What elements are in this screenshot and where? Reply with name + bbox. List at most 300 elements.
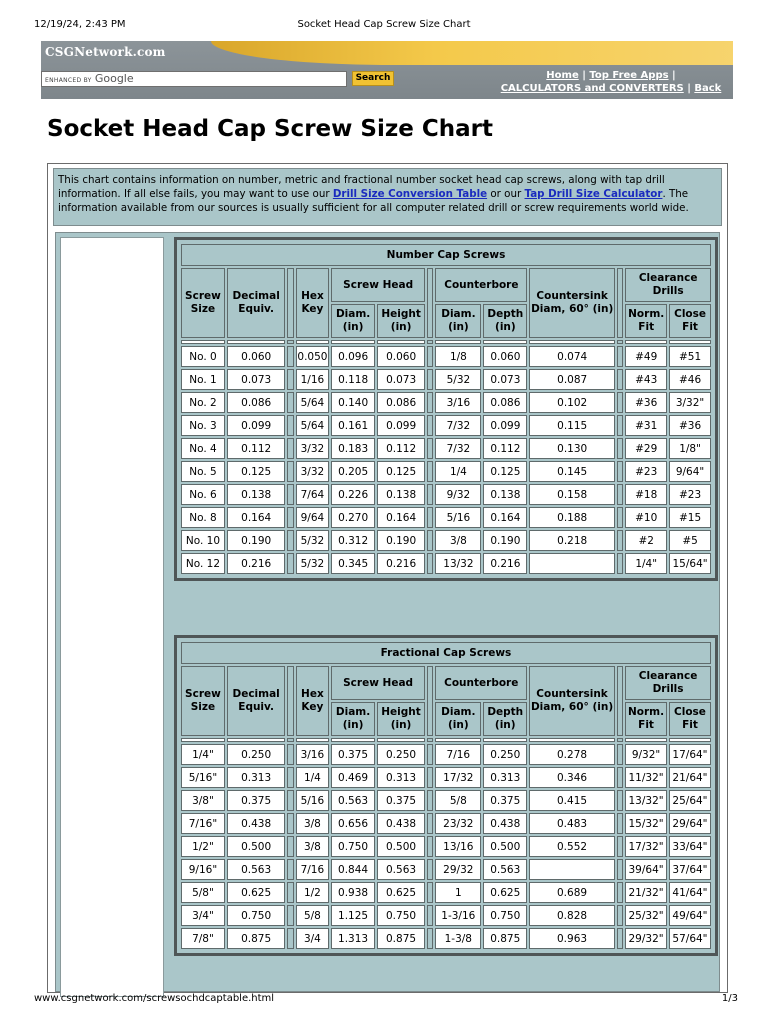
table-cell: 1/4 (435, 461, 481, 482)
table-cell: 13/16 (435, 836, 481, 857)
cap-screw-table (179, 242, 713, 576)
table-cell: 1/4" (625, 553, 667, 574)
column-separator (427, 813, 433, 834)
table-cell: 0.313 (227, 767, 286, 788)
column-separator (427, 461, 433, 482)
table-cell: 3/32" (669, 392, 711, 413)
table-cell: 0.438 (377, 813, 425, 834)
table-cell: 15/64" (669, 553, 711, 574)
table-cell: 0.060 (377, 346, 425, 367)
table-cell: 9/64 (296, 507, 329, 528)
column-separator (617, 553, 623, 574)
column-separator (287, 882, 293, 903)
column-separator (427, 553, 433, 574)
table-cell: 0.270 (331, 507, 375, 528)
banner-decoration (211, 41, 733, 65)
table-cell: 3/4" (181, 905, 225, 926)
table-cell: 0.346 (529, 767, 615, 788)
spacer-cell (227, 738, 286, 742)
table-cell: No. 8 (181, 507, 225, 528)
spacer-cell (435, 340, 481, 344)
table-cell: 5/64 (296, 415, 329, 436)
table-cell: 3/32 (296, 438, 329, 459)
column-separator (287, 666, 293, 736)
spacer-cell (377, 738, 425, 742)
column-separator (427, 415, 433, 436)
table-cell: 0.118 (331, 369, 375, 390)
spacer-cell (331, 738, 375, 742)
table-cell: No. 12 (181, 553, 225, 574)
header-head-height: Height (in) (377, 702, 425, 736)
table-cell: 41/64" (669, 882, 711, 903)
column-separator (617, 392, 623, 413)
table-cell: #18 (625, 484, 667, 505)
table-row (181, 744, 711, 765)
table-cell: 33/64" (669, 836, 711, 857)
table-cell: 3/8 (296, 813, 329, 834)
table-cell: 0.140 (331, 392, 375, 413)
table-row (181, 392, 711, 413)
table-cell: 5/32 (435, 369, 481, 390)
table-cell: 21/64" (669, 767, 711, 788)
table-cell: 0.161 (331, 415, 375, 436)
table-cell: 29/64" (669, 813, 711, 834)
table-title: Number Cap Screws (181, 244, 711, 266)
table-cell (529, 859, 615, 880)
table-cell: 0.875 (483, 928, 527, 949)
tap-drill-calculator-link[interactable]: Tap Drill Size Calculator (524, 188, 663, 200)
table-row (181, 882, 711, 903)
table-cell: 1.125 (331, 905, 375, 926)
calculators-link[interactable]: CALCULATORS and CONVERTERS (500, 83, 684, 94)
spacer-cell (529, 738, 615, 742)
table-cell: 0.375 (227, 790, 286, 811)
table-cell: 0.099 (377, 415, 425, 436)
column-separator (427, 392, 433, 413)
table-row (181, 415, 711, 436)
table-cell: 5/8 (296, 905, 329, 926)
print-doc-title: Socket Head Cap Screw Size Chart (297, 19, 471, 30)
column-separator (617, 346, 623, 367)
spacer-cell (296, 738, 329, 742)
table-cell: 0.563 (331, 790, 375, 811)
header-hex-key: Hex Key (296, 666, 329, 736)
table-cell: 0.250 (227, 744, 286, 765)
header-screw-size: Screw Size (181, 268, 225, 338)
table-cell: 1/4 (296, 767, 329, 788)
tables-container (55, 232, 720, 992)
column-separator (287, 790, 293, 811)
column-separator (287, 346, 293, 367)
table-cell: 0.102 (529, 392, 615, 413)
table-cell: No. 4 (181, 438, 225, 459)
column-separator (287, 530, 293, 551)
table-cell: 0.125 (483, 461, 527, 482)
table-cell: 9/16" (181, 859, 225, 880)
search-enhanced-label: ENHANCED BY (45, 77, 92, 84)
table-title: Fractional Cap Screws (181, 642, 711, 664)
drill-size-conversion-link[interactable]: Drill Size Conversion Table (332, 188, 488, 200)
column-separator (617, 767, 623, 788)
column-separator (287, 461, 293, 482)
table-cell: 17/64" (669, 744, 711, 765)
table-cell: 0.190 (377, 530, 425, 551)
column-separator (287, 553, 293, 574)
spacer-cell (377, 340, 425, 344)
table-cell: 5/8 (435, 790, 481, 811)
header-norm-fit: Norm. Fit (625, 702, 667, 736)
table-cell: 0.205 (331, 461, 375, 482)
table-cell: 0.164 (483, 507, 527, 528)
column-separator (617, 438, 623, 459)
table-cell: No. 1 (181, 369, 225, 390)
table-cell: 0.125 (227, 461, 286, 482)
table-cell: #15 (669, 507, 711, 528)
table-cell: 49/64" (669, 905, 711, 926)
header-close-fit: Close Fit (669, 702, 711, 736)
table-cell: #23 (669, 484, 711, 505)
table-cell: #49 (625, 346, 667, 367)
cap-screw-table (179, 640, 713, 951)
table-cell: 9/64" (669, 461, 711, 482)
table-cell: 0.500 (377, 836, 425, 857)
table-cell: 0.050 (296, 346, 329, 367)
column-separator (287, 859, 293, 880)
table-cell: 7/64 (296, 484, 329, 505)
column-separator (427, 369, 433, 390)
column-separator (617, 813, 623, 834)
spacer-cell (617, 340, 623, 344)
table-cell: 0.750 (331, 836, 375, 857)
table-cell: 25/64" (669, 790, 711, 811)
search-button[interactable]: Search (352, 71, 394, 86)
table-cell: 9/32 (435, 484, 481, 505)
content-frame (47, 163, 728, 993)
nav-links: Home | Top Free Apps | CALCULATORS and CONVERTERS | Back (500, 70, 722, 94)
column-separator (287, 813, 293, 834)
top-free-apps-link[interactable]: Top Free Apps (589, 70, 669, 81)
spacer-cell (427, 340, 433, 344)
table-cell: 5/32 (296, 553, 329, 574)
column-separator (617, 905, 623, 926)
print-page-number: 1/3 (721, 993, 738, 1004)
table-cell: 7/8" (181, 928, 225, 949)
table-cell: 0.216 (227, 553, 286, 574)
print-footer (0, 993, 768, 1007)
header-screw-head: Screw Head (331, 666, 425, 700)
table-cell: 1/2" (181, 836, 225, 857)
table-cell: No. 10 (181, 530, 225, 551)
table-cell: #46 (669, 369, 711, 390)
table-cell: 0.190 (227, 530, 286, 551)
table-cell: 1/4" (181, 744, 225, 765)
header-screw-head: Screw Head (331, 268, 425, 302)
column-separator (427, 790, 433, 811)
table-cell: 0.188 (529, 507, 615, 528)
table-cell: 0.375 (483, 790, 527, 811)
table-cell: 25/32" (625, 905, 667, 926)
table-cell: 0.415 (529, 790, 615, 811)
table-cell: 0.469 (331, 767, 375, 788)
table-cell: 0.073 (483, 369, 527, 390)
table-cell: 3/8" (181, 790, 225, 811)
column-separator (427, 928, 433, 949)
column-separator (287, 507, 293, 528)
spacer-cell (483, 738, 527, 742)
table-cell: 0.087 (529, 369, 615, 390)
spacer-cell (296, 340, 329, 344)
column-separator (617, 790, 623, 811)
table-row (181, 507, 711, 528)
table-row (181, 813, 711, 834)
column-separator (617, 461, 623, 482)
column-separator (287, 392, 293, 413)
table-cell: 0.138 (483, 484, 527, 505)
table-cell: #29 (625, 438, 667, 459)
site-logo[interactable]: CSGNetwork.com (45, 45, 166, 59)
spacer-cell (529, 340, 615, 344)
table-cell: 0.312 (331, 530, 375, 551)
table-cell: 3/32 (296, 461, 329, 482)
table-cell: 3/16 (296, 744, 329, 765)
table-cell: #2 (625, 530, 667, 551)
table-cell: 13/32" (625, 790, 667, 811)
google-logo: Google (94, 72, 134, 85)
header-head-height: Height (in) (377, 304, 425, 338)
table-cell: No. 0 (181, 346, 225, 367)
table-cell: #10 (625, 507, 667, 528)
column-separator (427, 438, 433, 459)
column-separator (617, 530, 623, 551)
back-link[interactable]: Back (694, 83, 722, 94)
header-countersink: Countersink Diam, 60° (in) (529, 666, 615, 736)
column-separator (617, 882, 623, 903)
table-cell: 0.438 (227, 813, 286, 834)
table-cell: 0.138 (377, 484, 425, 505)
page-title: Socket Head Cap Screw Size Chart (47, 116, 493, 142)
table-cell: 3/4 (296, 928, 329, 949)
header-decimal-equiv: Decimal Equiv. (227, 666, 286, 736)
table-row (181, 461, 711, 482)
table-cell: 0.164 (377, 507, 425, 528)
table-cell: 0.099 (227, 415, 286, 436)
column-separator (427, 767, 433, 788)
table-row (181, 530, 711, 551)
column-separator (427, 268, 433, 338)
table-cell: 0.875 (377, 928, 425, 949)
table-cell: 17/32 (435, 767, 481, 788)
table-cell: 1 (435, 882, 481, 903)
table-cell: #31 (625, 415, 667, 436)
table-cell: 0.313 (483, 767, 527, 788)
spacer-cell (181, 738, 225, 742)
column-separator (287, 836, 293, 857)
table-cell: 23/32 (435, 813, 481, 834)
spacer-cell (227, 340, 286, 344)
column-separator (427, 346, 433, 367)
header-screw-size: Screw Size (181, 666, 225, 736)
header-close-fit: Close Fit (669, 304, 711, 338)
column-separator (617, 744, 623, 765)
table-cell: 0.250 (483, 744, 527, 765)
table-row (181, 928, 711, 949)
table-cell: No. 6 (181, 484, 225, 505)
column-separator (427, 905, 433, 926)
table-cell: 0.216 (377, 553, 425, 574)
column-separator (427, 836, 433, 857)
table-cell: 0.625 (377, 882, 425, 903)
print-url: www.csgnetwork.com/screwsochdcaptable.html (34, 993, 275, 1004)
intro-text (53, 168, 722, 226)
header-counterbore-diam: Diam. (in) (435, 702, 481, 736)
table-cell: 0.112 (483, 438, 527, 459)
table-cell: 9/32" (625, 744, 667, 765)
table-cell: 0.345 (331, 553, 375, 574)
table-cell: 0.500 (483, 836, 527, 857)
number-cap-screws-table (174, 237, 718, 581)
table-cell: 0.563 (227, 859, 286, 880)
table-cell: #5 (669, 530, 711, 551)
spacer-cell (669, 738, 711, 742)
print-datetime: 12/19/24, 2:43 PM (34, 19, 126, 30)
table-cell: 0.130 (529, 438, 615, 459)
column-separator (617, 415, 623, 436)
spacer-cell (625, 738, 667, 742)
table-cell: 0.158 (529, 484, 615, 505)
header-counterbore: Counterbore (435, 268, 527, 302)
table-cell: 0.164 (227, 507, 286, 528)
table-cell: 0.963 (529, 928, 615, 949)
table-cell: 39/64" (625, 859, 667, 880)
table-cell: 11/32" (625, 767, 667, 788)
table-cell: 1/8 (435, 346, 481, 367)
column-separator (287, 767, 293, 788)
column-separator (287, 928, 293, 949)
column-separator (617, 666, 623, 736)
table-cell: 1-3/16 (435, 905, 481, 926)
table-cell: 0.183 (331, 438, 375, 459)
header-decimal-equiv: Decimal Equiv. (227, 268, 286, 338)
table-cell: 1.313 (331, 928, 375, 949)
home-link[interactable]: Home (546, 70, 579, 81)
table-cell: 0.563 (483, 859, 527, 880)
header-counterbore-diam: Diam. (in) (435, 304, 481, 338)
spacer-cell (625, 340, 667, 344)
table-cell: 0.073 (377, 369, 425, 390)
table-cell: 7/16 (296, 859, 329, 880)
table-cell: 5/16 (296, 790, 329, 811)
table-cell: 5/16" (181, 767, 225, 788)
table-row (181, 553, 711, 574)
table-cell: 3/8 (435, 530, 481, 551)
intro-text-part: or our (487, 188, 525, 200)
spacer-cell (617, 738, 623, 742)
column-separator (617, 836, 623, 857)
column-separator (617, 268, 623, 338)
table-cell: 0.216 (483, 553, 527, 574)
table-row (181, 836, 711, 857)
spacer-cell (669, 340, 711, 344)
table-cell: 7/16 (435, 744, 481, 765)
table-cell: 0.218 (529, 530, 615, 551)
column-separator (427, 507, 433, 528)
column-separator (287, 268, 293, 338)
table-cell: 0.096 (331, 346, 375, 367)
table-cell: 0.250 (377, 744, 425, 765)
fractional-cap-screws-table (174, 635, 718, 956)
table-cell: 0.500 (227, 836, 286, 857)
table-cell (529, 553, 615, 574)
table-cell: #36 (625, 392, 667, 413)
table-cell: 0.750 (377, 905, 425, 926)
table-cell: 15/32" (625, 813, 667, 834)
table-cell: 0.099 (483, 415, 527, 436)
table-cell: 0.563 (377, 859, 425, 880)
table-cell: 0.875 (227, 928, 286, 949)
table-cell: 0.375 (377, 790, 425, 811)
column-separator (287, 415, 293, 436)
left-column (60, 237, 164, 997)
table-cell: 0.125 (377, 461, 425, 482)
table-cell: 5/8" (181, 882, 225, 903)
table-cell: #23 (625, 461, 667, 482)
table-cell: 1/16 (296, 369, 329, 390)
table-cell: No. 3 (181, 415, 225, 436)
table-cell: 0.086 (227, 392, 286, 413)
header-countersink: Countersink Diam, 60° (in) (529, 268, 615, 338)
table-cell: 29/32 (435, 859, 481, 880)
header-counterbore-depth: Depth (in) (483, 702, 527, 736)
table-row (181, 346, 711, 367)
table-cell: 0.086 (483, 392, 527, 413)
table-cell: 0.112 (377, 438, 425, 459)
spacer-cell (427, 738, 433, 742)
table-cell: 0.828 (529, 905, 615, 926)
table-cell: 0.938 (331, 882, 375, 903)
table-row (181, 905, 711, 926)
column-separator (617, 484, 623, 505)
table-cell: No. 2 (181, 392, 225, 413)
column-separator (427, 666, 433, 736)
spacer-cell (331, 340, 375, 344)
table-cell: 0.226 (331, 484, 375, 505)
print-header (0, 19, 768, 33)
column-separator (287, 484, 293, 505)
table-cell: 0.190 (483, 530, 527, 551)
table-row (181, 369, 711, 390)
table-cell: 0.074 (529, 346, 615, 367)
table-cell: 0.060 (483, 346, 527, 367)
table-row (181, 859, 711, 880)
column-separator (287, 744, 293, 765)
header-head-diam: Diam. (in) (331, 304, 375, 338)
header-clearance-drills: Clearance Drills (625, 268, 711, 302)
site-banner (41, 41, 733, 99)
table-cell: 7/32 (435, 415, 481, 436)
header-norm-fit: Norm. Fit (625, 304, 667, 338)
table-cell: 0.145 (529, 461, 615, 482)
intro-text-part: This chart contains information on number, metric and fractional number socket head cap screws, along with tap drill information. If all else fails, you may want to use our (58, 174, 665, 200)
header-counterbore: Counterbore (435, 666, 527, 700)
table-cell: #43 (625, 369, 667, 390)
table-cell: 0.073 (227, 369, 286, 390)
spacer-cell (435, 738, 481, 742)
table-row (181, 438, 711, 459)
table-cell: 5/64 (296, 392, 329, 413)
search-input[interactable] (41, 71, 347, 87)
column-separator (427, 859, 433, 880)
intro-text-part: . The information available from our sources is usually sufficient for all computer related drill or screw requirements world wide. (58, 188, 689, 214)
